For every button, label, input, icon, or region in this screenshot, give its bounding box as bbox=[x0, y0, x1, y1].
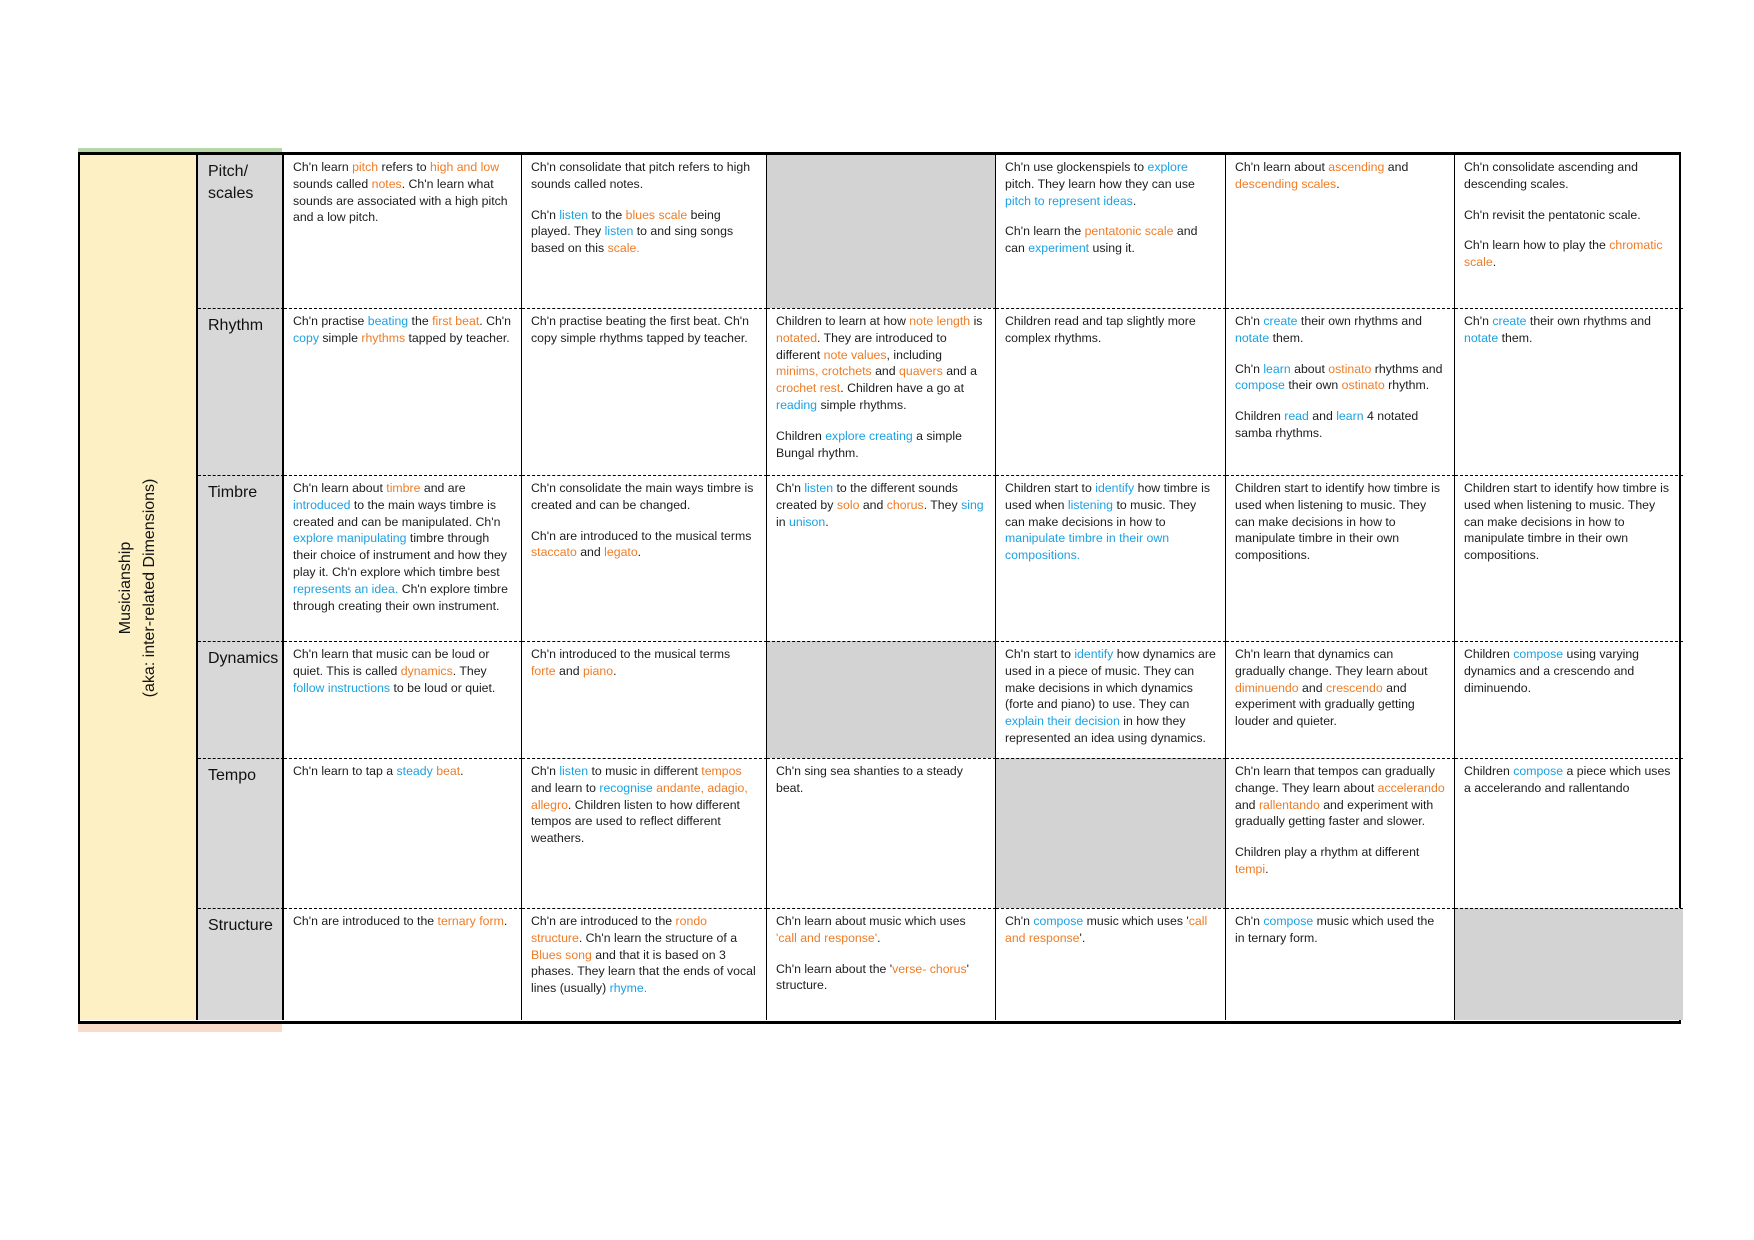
text-run: simple rhythms. bbox=[817, 397, 907, 412]
text-run: sounds called bbox=[293, 176, 372, 191]
cell-paragraph bbox=[531, 313, 757, 347]
skill-term: create bbox=[1263, 314, 1298, 328]
text-run: Ch'n bbox=[1235, 361, 1264, 376]
table-cell bbox=[1455, 475, 1683, 641]
key-term: staccato bbox=[531, 545, 577, 560]
text-run: and bbox=[555, 663, 583, 678]
text-run: Ch'n introduced to the musical terms bbox=[531, 647, 731, 661]
skill-term: listen bbox=[559, 207, 589, 222]
skill-term: rhyme. bbox=[609, 981, 648, 996]
cell-paragraph bbox=[776, 428, 986, 462]
text-run: and learn to bbox=[531, 780, 600, 795]
text-run: . Ch'n learn what sounds are associated with a high pitch and a low pitch. bbox=[293, 176, 508, 225]
skill-term: learn bbox=[1263, 361, 1291, 376]
cell-paragraph bbox=[293, 646, 512, 696]
text-run: Ch'n sing sea shanties to a steady beat. bbox=[776, 764, 963, 795]
skill-term: pitch to represent ideas bbox=[1005, 193, 1133, 208]
key-term: scale. bbox=[607, 241, 640, 256]
key-term: ostinato bbox=[1341, 378, 1385, 393]
key-term: crochet rest bbox=[776, 381, 841, 396]
key-term: quavers bbox=[899, 364, 943, 379]
skill-term: reading bbox=[776, 397, 818, 412]
text-run: simple bbox=[318, 330, 362, 345]
key-term: ostinato bbox=[1328, 361, 1372, 376]
key-term: andante, adagio, allegro bbox=[531, 780, 748, 812]
row-label-text-2: scales bbox=[208, 185, 254, 202]
text-run: and bbox=[871, 364, 900, 379]
cell-paragraph bbox=[1464, 313, 1674, 347]
text-run: using it. bbox=[1089, 241, 1135, 256]
text-run: ' structure. bbox=[776, 961, 969, 993]
text-run: . They bbox=[923, 497, 962, 512]
table-cell bbox=[1226, 641, 1455, 758]
text-run: Ch'n bbox=[1005, 914, 1034, 928]
cell-paragraph bbox=[1464, 480, 1674, 564]
row-label-4 bbox=[198, 758, 284, 908]
text-run: music which uses ' bbox=[1083, 914, 1189, 928]
text-run: Ch'n explore timbre through creating their own instrument. bbox=[293, 581, 508, 613]
row-label-text: Rhythm bbox=[208, 317, 264, 334]
text-run: to the main ways timbre is created and can be manipulated. Ch'n bbox=[293, 497, 501, 529]
table-cell bbox=[284, 758, 522, 908]
text-run: rhythm. bbox=[1384, 378, 1430, 393]
cell-paragraph bbox=[1464, 763, 1674, 797]
text-run: . bbox=[825, 514, 829, 529]
key-term: notes bbox=[371, 176, 402, 191]
text-run: Children bbox=[776, 428, 826, 443]
table-cell bbox=[767, 758, 996, 908]
table-cell bbox=[522, 155, 767, 308]
text-run: Children start to identify how timbre is used when listening to music. They can make decisions in how to manipulate timbre in their own compositions. bbox=[1235, 481, 1441, 563]
text-run: Ch'n bbox=[531, 764, 560, 778]
text-run: their own rhythms and bbox=[1526, 314, 1651, 328]
key-term: ascending bbox=[1328, 160, 1385, 174]
key-term: blues scale bbox=[625, 207, 688, 222]
table-cell bbox=[522, 475, 767, 641]
text-run: Ch'n bbox=[1464, 314, 1493, 328]
text-run: Ch'n consolidate ascending and descending scales. bbox=[1464, 160, 1638, 191]
text-run: Ch'n consolidate the main ways timbre is created and can be changed. bbox=[531, 481, 754, 512]
key-term: rhythms bbox=[361, 330, 406, 345]
cell-paragraph bbox=[293, 313, 512, 347]
table-cell bbox=[284, 475, 522, 641]
text-run: Ch'n learn about music which uses bbox=[776, 914, 966, 928]
text-run: and bbox=[1308, 409, 1337, 424]
row-label-text: Structure bbox=[208, 917, 273, 934]
text-run: Ch'n are introduced to the musical terms bbox=[531, 528, 752, 543]
skill-term: compose bbox=[1263, 914, 1314, 928]
cell-paragraph bbox=[776, 763, 986, 797]
skill-term: steady bbox=[396, 764, 433, 778]
text-run: Ch'n revisit the pentatonic scale. bbox=[1464, 207, 1641, 222]
row-label-0 bbox=[198, 155, 284, 308]
text-run: them. bbox=[1269, 330, 1304, 345]
text-run: and a bbox=[942, 364, 977, 379]
text-run: Ch'n start to bbox=[1005, 647, 1075, 661]
cell-paragraph bbox=[1235, 159, 1445, 193]
text-run: their own rhythms and bbox=[1297, 314, 1422, 328]
table-cell bbox=[1455, 641, 1683, 758]
table-cell bbox=[284, 155, 522, 308]
text-run: Ch'n bbox=[776, 481, 805, 495]
text-run: and bbox=[576, 545, 605, 560]
text-run: Children start to bbox=[1005, 481, 1096, 495]
table-cell bbox=[767, 155, 996, 308]
cell-paragraph bbox=[1005, 480, 1216, 564]
key-term: tempos bbox=[701, 764, 742, 778]
text-run: . They are introduced to different bbox=[776, 330, 947, 362]
skill-term: manipulate timbre in their own compositions. bbox=[1005, 531, 1170, 563]
cell-paragraph bbox=[531, 480, 757, 514]
key-term: beat bbox=[436, 764, 461, 778]
key-term: rallentando bbox=[1258, 797, 1320, 812]
skill-term: listen bbox=[559, 764, 589, 778]
key-term: Blues song bbox=[531, 947, 592, 962]
cell-paragraph bbox=[531, 763, 757, 847]
row-label-text: Tempo bbox=[208, 767, 257, 784]
key-term: forte bbox=[531, 663, 556, 678]
key-term: note values bbox=[823, 347, 887, 362]
table-cell bbox=[1455, 308, 1683, 475]
key-term: 'call and response' bbox=[776, 930, 878, 945]
text-run: Ch'n learn that dynamics can gradually change. They learn about bbox=[1235, 647, 1428, 678]
skill-term: notate bbox=[1235, 330, 1270, 345]
key-term: ternary form bbox=[437, 914, 504, 928]
text-run: . bbox=[1492, 255, 1497, 270]
table-cell bbox=[522, 758, 767, 908]
text-run: Children play a rhythm at different bbox=[1235, 845, 1420, 860]
row-label-2 bbox=[198, 475, 284, 641]
text-run: . bbox=[877, 930, 881, 945]
text-run: . bbox=[1132, 193, 1137, 208]
key-term: crescendo bbox=[1325, 680, 1383, 695]
text-run: about bbox=[1290, 361, 1329, 376]
key-term: chromatic scale bbox=[1464, 238, 1663, 270]
table-cell bbox=[1226, 155, 1455, 308]
table-cell bbox=[522, 908, 767, 1020]
table-cell bbox=[767, 475, 996, 641]
text-run: tapped by teacher. bbox=[405, 330, 510, 345]
cell-paragraph bbox=[776, 961, 986, 995]
text-run: Ch'n consolidate that pitch refers to high sounds called notes. bbox=[531, 160, 751, 191]
cell-paragraph bbox=[1235, 844, 1445, 878]
table-cell bbox=[1455, 155, 1683, 308]
cell-paragraph bbox=[1464, 207, 1674, 224]
cell-paragraph bbox=[1235, 361, 1445, 395]
skill-term: beating bbox=[367, 314, 409, 328]
key-term: piano bbox=[582, 663, 614, 678]
text-run: using varying dynamics and a crescendo and diminuendo. bbox=[1464, 647, 1639, 695]
text-run: the bbox=[408, 314, 433, 328]
row-label-text: Pitch/ bbox=[208, 163, 249, 180]
skill-term: introduced bbox=[293, 497, 351, 512]
key-term: minims, crotchets bbox=[776, 364, 872, 379]
text-run: and bbox=[1235, 797, 1259, 812]
table-cell bbox=[1455, 908, 1683, 1020]
text-run: Ch'n bbox=[1235, 914, 1264, 928]
text-run: a simple Bungal rhythm. bbox=[776, 428, 962, 460]
text-run: Children bbox=[1235, 409, 1285, 424]
skill-term: explain their decision bbox=[1005, 714, 1120, 729]
text-run: Ch'n learn bbox=[293, 160, 353, 174]
row-label-text: Timbre bbox=[208, 484, 258, 501]
text-run: and experiment with gradually getting louder and quieter. bbox=[1235, 680, 1415, 729]
cell-paragraph bbox=[1235, 408, 1445, 442]
text-run: how dynamics are used in a piece of music. They can make decisions in which dynamics (forte and piano) to use. They can bbox=[1005, 647, 1216, 712]
cell-paragraph bbox=[1005, 913, 1216, 947]
skill-term: notate bbox=[1464, 330, 1499, 345]
cell-paragraph bbox=[1235, 313, 1445, 347]
text-run: and bbox=[1384, 160, 1409, 174]
key-term: high and low bbox=[430, 160, 500, 174]
text-run: and can bbox=[1005, 224, 1198, 256]
skill-term: compose bbox=[1033, 914, 1084, 928]
table-cell bbox=[767, 908, 996, 1020]
cell-paragraph bbox=[293, 159, 512, 226]
key-term: solo bbox=[836, 497, 860, 512]
text-run: Ch'n practise bbox=[293, 314, 368, 328]
text-run: . Children have a go at bbox=[840, 381, 964, 396]
skill-term: listen bbox=[804, 481, 834, 495]
row-label-text: Dynamics bbox=[208, 650, 279, 667]
key-term: rondo structure bbox=[531, 914, 707, 945]
cell-paragraph bbox=[293, 480, 512, 614]
text-run: Ch'n bbox=[1235, 314, 1264, 328]
text-run: . Children listen to how different tempos are used to reflect different weathers. bbox=[531, 797, 740, 846]
text-run: Children bbox=[1464, 764, 1514, 778]
text-run: in how they represented an idea using dynamics. bbox=[1005, 714, 1206, 745]
text-run: a piece which uses a accelerando and rallentando bbox=[1464, 764, 1671, 795]
cell-paragraph bbox=[531, 159, 757, 193]
key-term: dynamics bbox=[400, 663, 453, 678]
cell-paragraph bbox=[1005, 223, 1216, 257]
next-section-strip bbox=[78, 1024, 282, 1032]
text-run: Children start to identify how timbre is used when listening to music. They can make decisions in how to manipulate timbre in their own compositions. bbox=[1464, 481, 1670, 563]
text-run: . Ch'n bbox=[479, 314, 511, 328]
skill-term: compose bbox=[1235, 378, 1285, 393]
text-run: timbre through their choice of instrument and how they play it. Ch'n explore which timbre best bbox=[293, 531, 507, 579]
table-cell bbox=[522, 641, 767, 758]
band-label bbox=[114, 478, 162, 697]
cell-paragraph bbox=[531, 913, 757, 997]
band-subtitle: (aka: inter-related Dimensions) bbox=[141, 478, 158, 697]
table-cell bbox=[767, 641, 996, 758]
cell-paragraph bbox=[531, 646, 757, 680]
text-run: Children bbox=[1464, 647, 1514, 661]
cell-paragraph bbox=[1235, 763, 1445, 830]
text-run: to the bbox=[588, 207, 626, 222]
skill-term: copy bbox=[293, 330, 319, 345]
table-cell bbox=[996, 758, 1226, 908]
skill-term: identify bbox=[1074, 647, 1114, 661]
text-run: Ch'n practise beating the first beat. Ch'n copy simple rhythms tapped by teacher. bbox=[531, 314, 749, 345]
text-run: rhythms and bbox=[1371, 361, 1443, 376]
text-run: how timbre is used when bbox=[1005, 481, 1211, 512]
table-cell bbox=[1226, 908, 1455, 1020]
text-run: Ch'n learn to tap a bbox=[293, 764, 397, 778]
text-run: them. bbox=[1498, 330, 1533, 345]
text-run: pitch. They learn how they can use bbox=[1005, 176, 1195, 191]
cell-paragraph bbox=[1005, 159, 1216, 209]
table-cell bbox=[1226, 758, 1455, 908]
cell-paragraph bbox=[1464, 237, 1674, 271]
key-term: pitch bbox=[352, 160, 379, 174]
cell-paragraph bbox=[531, 207, 757, 257]
skill-term: create bbox=[1492, 314, 1527, 328]
key-term: verse- chorus bbox=[892, 961, 967, 976]
text-run: Ch'n learn how to play the bbox=[1464, 238, 1610, 253]
text-run: music which used the in ternary form. bbox=[1235, 914, 1435, 945]
table-cell bbox=[1226, 308, 1455, 475]
table-cell bbox=[996, 908, 1226, 1020]
key-term: timbre bbox=[386, 481, 421, 495]
skill-term: identify bbox=[1095, 481, 1135, 495]
skill-term: listening bbox=[1067, 497, 1114, 512]
row-label-1 bbox=[198, 308, 284, 475]
text-run: and bbox=[859, 497, 887, 512]
key-term: descending scales bbox=[1235, 176, 1337, 191]
text-run: to and sing songs based on this bbox=[531, 224, 734, 256]
table-cell bbox=[284, 641, 522, 758]
text-run: and that it is based on 3 phases. They learn that the ends of vocal lines (usually) bbox=[531, 947, 756, 996]
text-run: . bbox=[613, 663, 617, 678]
key-term: diminuendo bbox=[1235, 680, 1299, 695]
text-run: to music. They can make decisions in how to bbox=[1005, 497, 1197, 529]
text-run: Ch'n are introduced to the bbox=[531, 914, 676, 928]
cell-paragraph bbox=[1235, 913, 1445, 947]
text-run: to music in different bbox=[588, 764, 702, 778]
skill-term: recognise bbox=[599, 780, 653, 795]
text-run: , including bbox=[886, 347, 942, 362]
skill-term: unison bbox=[789, 514, 826, 529]
skill-term: compose bbox=[1513, 764, 1564, 778]
key-term: first beat bbox=[432, 314, 480, 328]
key-term: call and response bbox=[1005, 914, 1208, 945]
text-run: to the different sounds created by bbox=[776, 481, 958, 512]
skill-term: explore bbox=[1147, 160, 1188, 174]
table-cell bbox=[1226, 475, 1455, 641]
text-run: . They bbox=[452, 663, 487, 678]
cell-paragraph bbox=[531, 528, 757, 562]
skill-term: listen bbox=[604, 224, 634, 239]
table-cell bbox=[996, 641, 1226, 758]
band-title: Musicianship bbox=[117, 541, 134, 634]
table-cell bbox=[996, 155, 1226, 308]
text-run: Ch'n learn that music can be loud or quiet. This is called bbox=[293, 647, 490, 678]
curriculum-table bbox=[78, 152, 1681, 1024]
text-run: refers to bbox=[378, 160, 431, 174]
text-run: and are bbox=[420, 481, 466, 495]
skill-term: read bbox=[1284, 409, 1309, 424]
skill-term: explore creating bbox=[825, 428, 913, 443]
text-run: Ch'n use glockenspiels to bbox=[1005, 160, 1148, 174]
text-run: and experiment with gradually getting faster and slower. bbox=[1235, 797, 1434, 829]
key-term: pentatonic scale bbox=[1084, 224, 1174, 239]
table-cell bbox=[996, 475, 1226, 641]
text-run: Ch'n learn about the ' bbox=[776, 961, 893, 976]
skill-term: follow instructions bbox=[293, 680, 391, 695]
text-run: their own bbox=[1284, 378, 1342, 393]
table-cell bbox=[996, 308, 1226, 475]
text-run: '. bbox=[1079, 930, 1086, 945]
table-cell bbox=[284, 308, 522, 475]
cell-paragraph bbox=[1464, 646, 1674, 696]
text-run: Ch'n learn that tempos can gradually change. They learn about bbox=[1235, 764, 1435, 795]
table-cell bbox=[522, 308, 767, 475]
text-run: Children read and tap slightly more complex rhythms. bbox=[1005, 314, 1196, 345]
skill-term: sing bbox=[961, 497, 984, 512]
cell-paragraph bbox=[1005, 313, 1216, 347]
text-run: . bbox=[1336, 176, 1340, 191]
key-term: legato bbox=[604, 545, 638, 560]
table-cell bbox=[284, 908, 522, 1020]
text-run: being played. They bbox=[531, 207, 721, 239]
cell-paragraph bbox=[776, 313, 986, 414]
key-term: accelerando bbox=[1377, 780, 1445, 795]
skill-term: compose bbox=[1513, 647, 1564, 661]
text-run: is bbox=[970, 314, 983, 328]
cell-paragraph bbox=[293, 763, 512, 780]
table-cell bbox=[1455, 758, 1683, 908]
text-run: Ch'n learn about bbox=[293, 481, 387, 495]
text-run: . bbox=[1265, 861, 1269, 876]
text-run: 4 notated samba rhythms. bbox=[1235, 409, 1419, 440]
key-term: note length bbox=[909, 314, 971, 328]
cell-paragraph bbox=[293, 913, 512, 930]
text-run: Ch'n learn the bbox=[1005, 224, 1085, 239]
key-term: notated bbox=[776, 330, 818, 345]
text-run: Ch'n learn about bbox=[1235, 160, 1329, 174]
cell-paragraph bbox=[776, 913, 986, 947]
skill-term: represents an idea. bbox=[293, 581, 399, 596]
text-run: . bbox=[503, 914, 508, 928]
cell-paragraph bbox=[776, 480, 986, 530]
key-term: chorus bbox=[886, 497, 924, 512]
cell-paragraph bbox=[1005, 646, 1216, 747]
text-run: Children to learn at how bbox=[776, 314, 910, 328]
text-run: to be loud or quiet. bbox=[390, 680, 496, 695]
musicianship-band bbox=[80, 155, 198, 1020]
row-label-5 bbox=[198, 908, 284, 1020]
text-run: . bbox=[460, 764, 464, 778]
text-run: Ch'n bbox=[531, 207, 560, 222]
skill-term: experiment bbox=[1028, 241, 1090, 256]
table-cell bbox=[767, 308, 996, 475]
skill-term: learn bbox=[1336, 409, 1364, 424]
text-run: in bbox=[776, 514, 789, 529]
text-run: . bbox=[637, 545, 642, 560]
text-run: and bbox=[1298, 680, 1326, 695]
row-label-3 bbox=[198, 641, 284, 758]
cell-paragraph bbox=[1235, 480, 1445, 564]
cell-paragraph bbox=[1464, 159, 1674, 193]
key-term: tempi bbox=[1235, 861, 1266, 876]
curriculum-grid bbox=[78, 152, 1681, 1024]
cell-paragraph bbox=[1235, 646, 1445, 730]
text-run: . Ch'n learn the structure of a bbox=[578, 930, 738, 945]
skill-term: explore manipulating bbox=[293, 531, 407, 546]
text-run: Ch'n are introduced to the bbox=[293, 914, 438, 928]
